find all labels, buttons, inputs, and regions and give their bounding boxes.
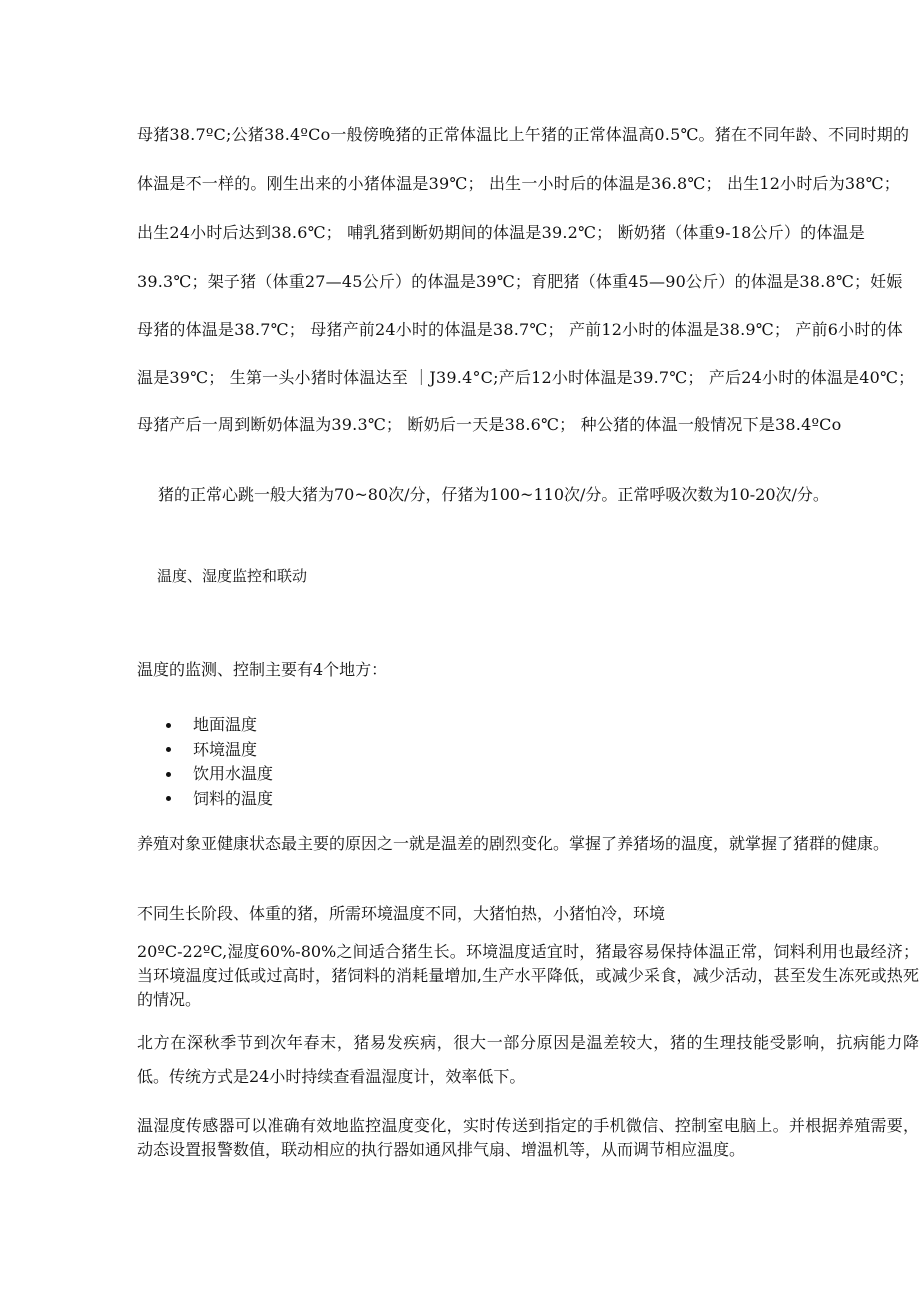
body-temp-line-5: 母猪的体温是38.7℃； 母猪产前24小时的体温是38.7℃； 产前12小时的体温是38.9℃； 产前6小时的体 [137,320,903,339]
paragraph-north-season: 北方在深秋季节到次年春末，猪易发疾病，很大一部分原因是温差较大，猪的生理技能受影响，抗病能力降低。传统方式是24小时持续查看温湿度计，效率低下。 [137,1033,919,1086]
body-temp-line-1: 母猪38.7ºC;公猪38.4ºCo一般傍晚猪的正常体温比上午猪的正常体温高0.5℃。猪在不同年龄、不同时期的 [137,125,910,144]
paragraph-temperature-difference: 养殖对象亚健康状态最主要的原因之一就是温差的剧烈变化。掌握了养猪场的温度，就掌握了猪群的健康。 [137,834,890,853]
list-item [160,738,273,763]
list-item [160,762,273,787]
body-temp-line-4: 39.3℃；架子猪（体重27—45公斤）的体温是39℃；育肥猪（体重45—90公斤）的体温是38.8℃；妊娠 [137,272,903,291]
bullet-icon [166,796,171,801]
paragraph-suitable-range: 20ºC-22ºC,湿度60%-80%之间适合猪生长。环境温度适宜时，猪最容易保持体温正常，饲料利用也最经济；当环境温度过低或过高时，猪饲料的消耗量增加,生产水平降低，或减少采食，减少活动，甚至发生冻死或热死的情况。 [137,942,919,1009]
bullet-icon [166,747,171,752]
monitor-intro: 温度的监测、控制主要有4个地方： [137,660,388,679]
body-temp-line-3: 出生24小时后达到38.6℃； 哺乳猪到断奶期间的体温是39.2℃； 断奶猪（体重9-18公斤）的体温是 [137,223,865,242]
paragraph-growth-stage: 不同生长阶段、体重的猪，所需环境温度不同，大猪怕热，小猪怕冷，环境 [137,904,666,923]
list-item-label: 环境温度 [193,739,258,759]
list-item-label: 地面温度 [193,715,258,734]
bullet-icon [166,723,171,728]
heart-rate-paragraph: 猪的正常心跳一般大猪为70~80次/分，仔猪为100~110次/分。正常呼吸次数为10-20次/分。 [158,485,829,504]
body-temp-line-7: 母猪产后一周到断奶体温为39.3℃； 断奶后一天是38.6℃； 种公猪的体温一般情况下是38.4ºCo [137,415,842,434]
body-temp-line-6: 温是39℃； 生第一头小猪时体温达至 ｜J39.4°C;产后12小时体温是39.7℃； 产后24小时的体温是40℃； [137,368,915,387]
bullet-icon [166,772,171,777]
monitor-points-list [160,713,273,811]
list-item [160,787,273,812]
list-item-label: 饲料的温度 [193,788,274,808]
list-item [160,713,273,738]
paragraph-sensor: 温湿度传感器可以准确有效地监控温度变化，实时传送到指定的手机微信、控制室电脑上。并根据养殖需要，动态设置报警数值，联动相应的执行器如通风排气扇、增温机等，从而调节相应温度。 [137,1116,919,1159]
body-temp-line-2: 体温是不一样的。刚生出来的小猪体温是39℃； 出生一小时后的体温是36.8℃； 出生12小时后为38℃； [137,174,900,193]
list-item-label: 饮用水温度 [193,764,274,783]
section-heading: 温度、湿度监控和联动 [157,567,308,585]
